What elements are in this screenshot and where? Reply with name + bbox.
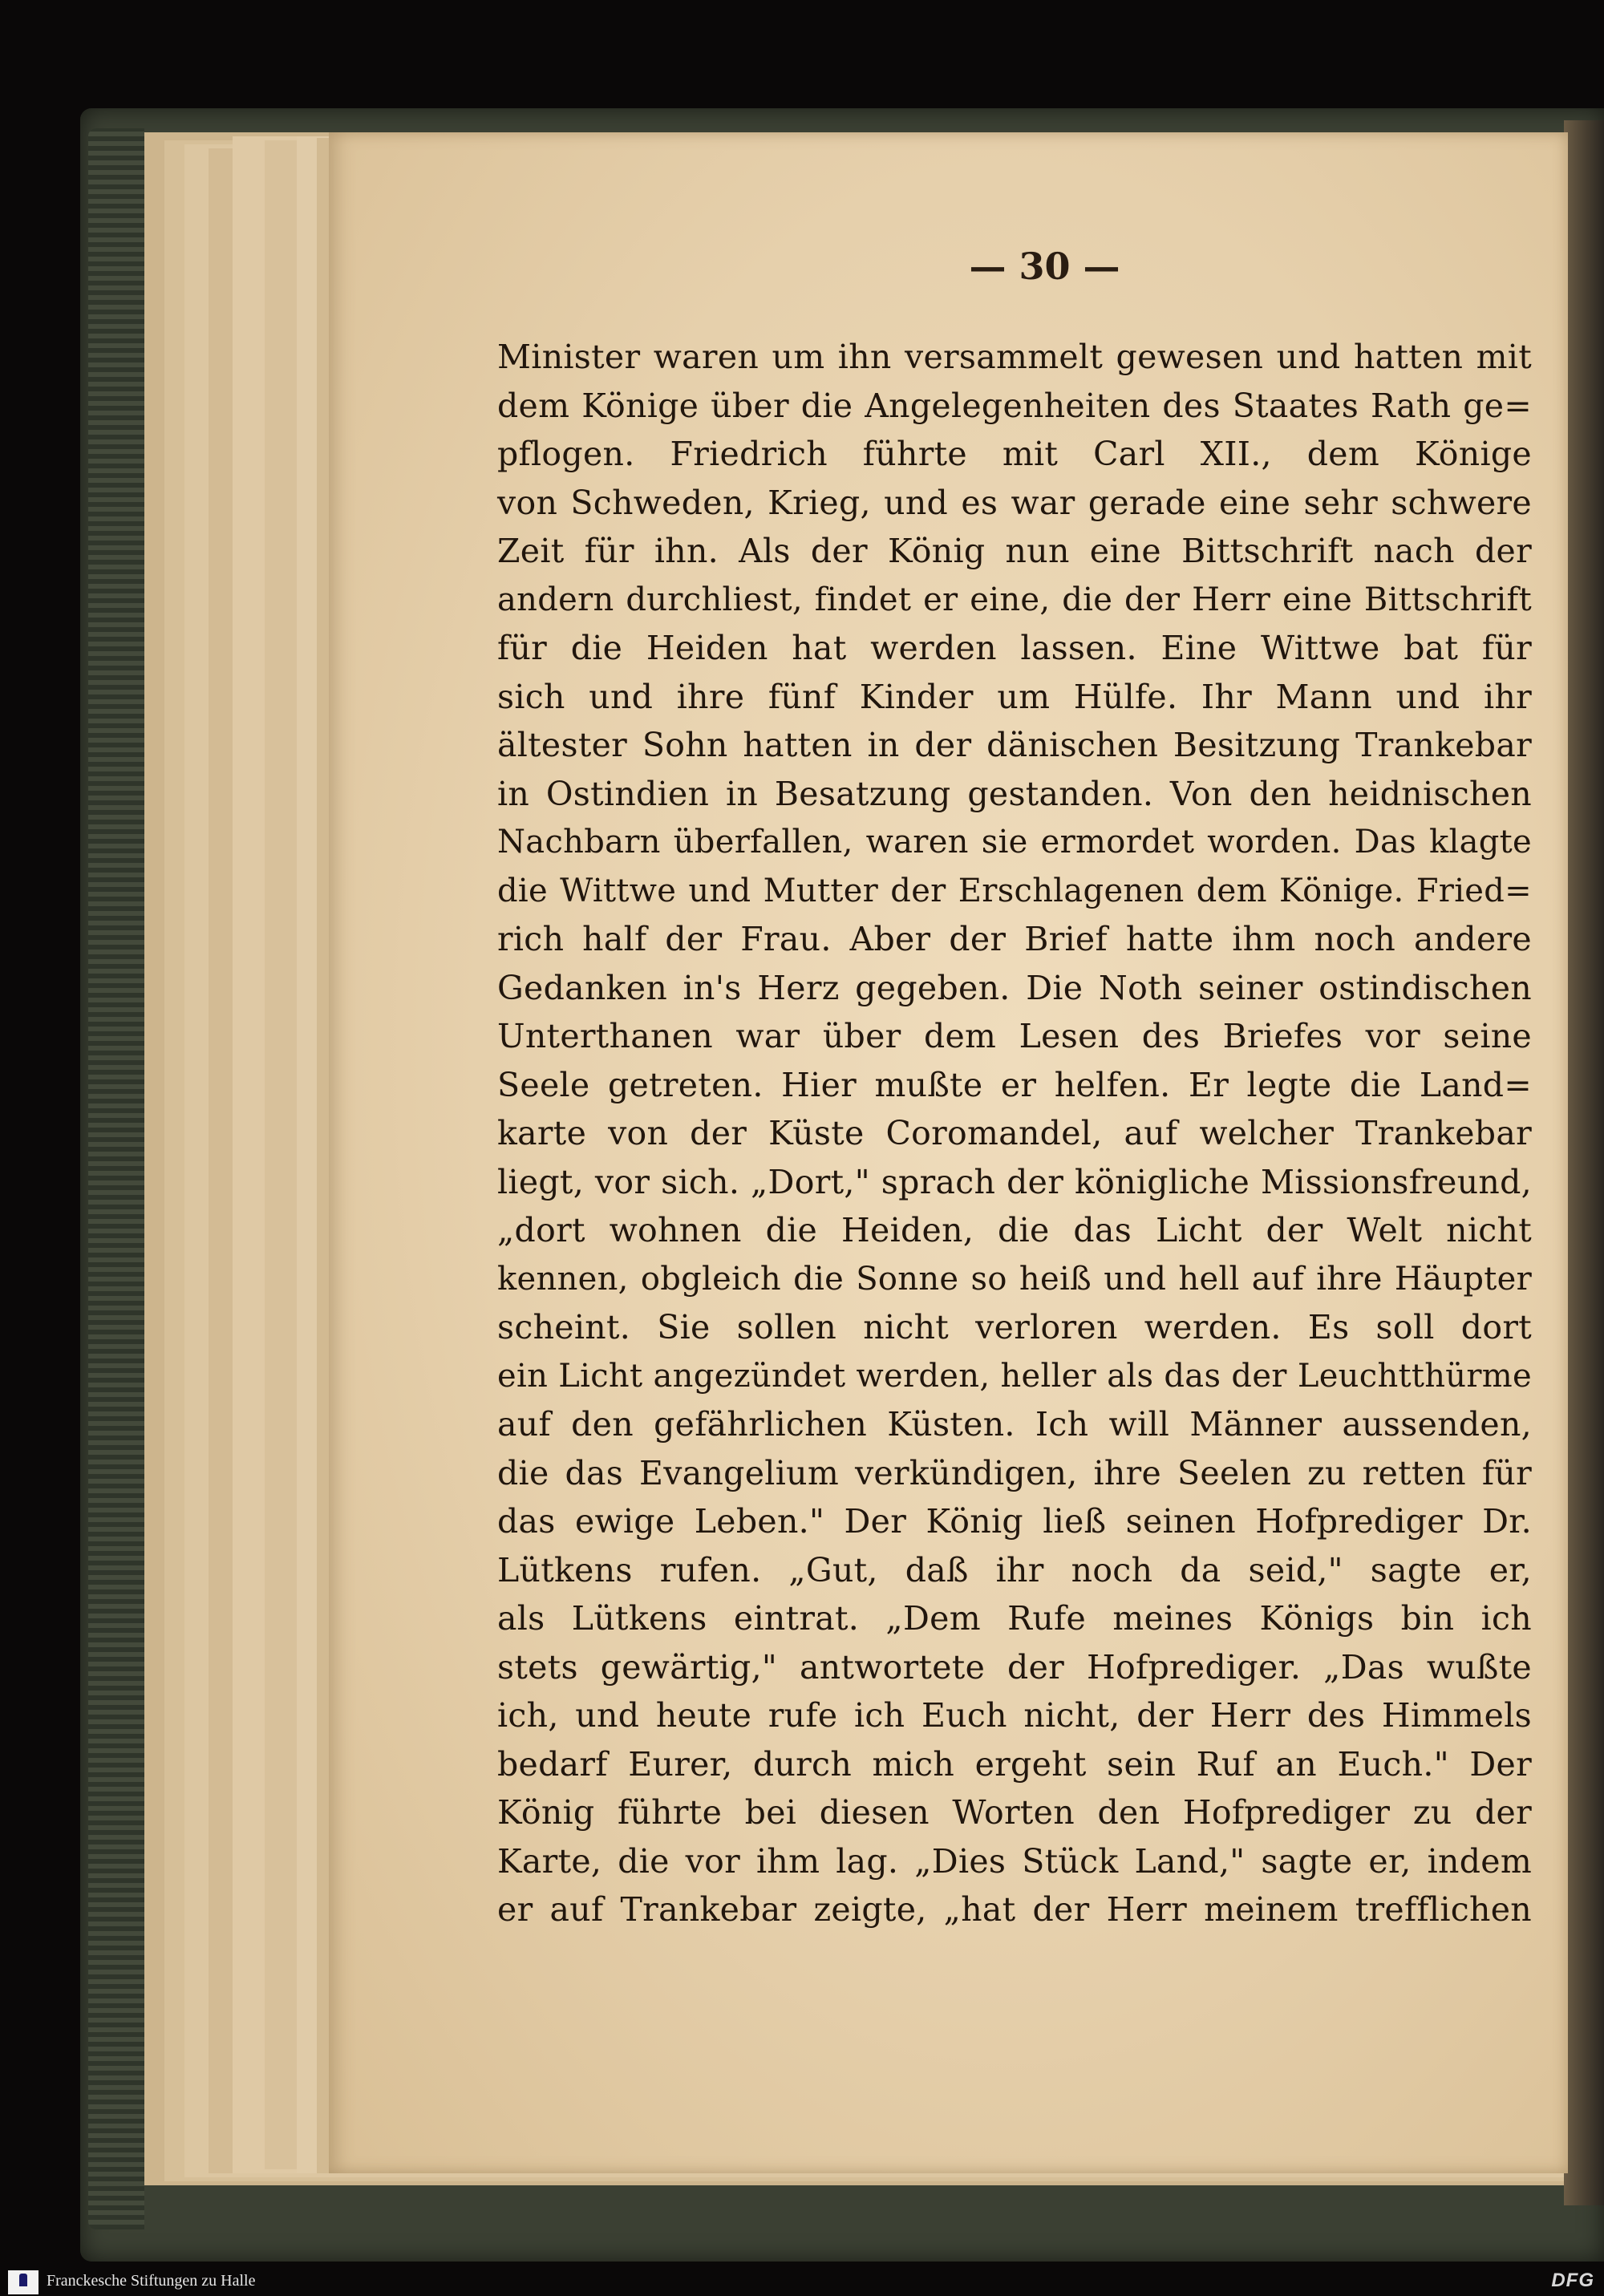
text-line: stets gewärtig," antwortete der Hofprediger. „Das wußte (497, 1647, 1532, 1687)
text-line: ältester Sohn hatten in der dänischen Besitzung Trankebar (497, 726, 1532, 764)
text-line: in Ostindien in Besatzung gestanden. Von den heidnischen (497, 774, 1532, 813)
book-page (329, 132, 1568, 2173)
right-edge-shadow (1564, 120, 1604, 2205)
text-line: kennen, obgleich die Sonne so heiß und hell auf ihre Häupter (497, 1260, 1532, 1298)
text-line: als Lütkens eintrat. „Dem Rufe meines Königs bin ich (497, 1599, 1532, 1638)
text-line: scheint. Sie sollen nicht verloren werden. Es soll dort (497, 1308, 1532, 1346)
footer-bar (0, 2268, 1604, 2296)
text-line: liegt, vor sich. „Dort," sprach der königliche Missionsfreund, (497, 1162, 1532, 1201)
text-line: Minister waren um ihn versammelt gewesen und hatten mit (497, 338, 1532, 376)
text-line: bedarf Eurer, durch mich ergeht sein Ruf an Euch." Der (497, 1744, 1532, 1784)
text-line: das ewige Leben." Der König ließ seinen Hofprediger Dr. (497, 1502, 1532, 1541)
text-line: pflogen. Friedrich führte mit Carl XII., dem Könige (497, 435, 1532, 473)
book-spine-edge (88, 128, 144, 2229)
text-line: Unterthanen war über dem Lesen des Briefes vor seine (497, 1017, 1532, 1055)
text-line: die Wittwe und Mutter der Erschlagenen dem Könige. Fried= (497, 872, 1532, 909)
text-line: sich und ihre fünf Kinder um Hülfe. Ihr Mann und ihr (497, 677, 1532, 716)
text-line: dem Könige über die Angelegenheiten des Staates Rath ge= (497, 386, 1532, 425)
text-line: ein Licht angezündet werden, heller als das der Leuchtthürme (497, 1357, 1532, 1395)
text-line: Lütkens rufen. „Gut, daß ihr noch da seid," sagte er, (497, 1550, 1532, 1589)
text-line: Seele getreten. Hier mußte er helfen. Er legte die Land= (497, 1065, 1532, 1104)
text-line: rich half der Frau. Aber der Brief hatte ihm noch andere (497, 920, 1532, 958)
footer-institution: Franckesche Stiftungen zu Halle (47, 2272, 256, 2290)
page-number: — 30 — (969, 245, 1120, 288)
text-line: andern durchliest, findet er eine, die der Herr eine Bittschrift (497, 581, 1532, 618)
text-line: Zeit für ihn. Als der König nun eine Bittschrift nach der (497, 532, 1532, 570)
text-line: Karte, die vor ihm lag. „Dies Stück Land," sagte er, indem (497, 1841, 1532, 1881)
text-line: er auf Trankebar zeigte, „hat der Herr meinem trefflichen (497, 1890, 1532, 1929)
dfg-logo: DFG (1551, 2270, 1594, 2291)
page-text (497, 333, 1532, 1934)
text-line: karte von der Küste Coromandel, auf welcher Trankebar (497, 1114, 1532, 1152)
text-line: König führte bei diesen Worten den Hofprediger zu der (497, 1793, 1532, 1832)
text-line: Nachbarn überfallen, waren sie ermordet worden. Das klagte (497, 824, 1532, 860)
text-line: von Schweden, Krieg, und es war gerade eine sehr schwere (497, 483, 1532, 522)
text-line: ich, und heute rufe ich Euch nicht, der Herr des Himmels (497, 1696, 1532, 1735)
franckesche-stiftungen-logo-icon (8, 2270, 38, 2294)
text-line: die das Evangelium verkündigen, ihre Seelen zu retten für (497, 1453, 1532, 1492)
text-line: „dort wohnen die Heiden, die das Licht der Welt nicht (497, 1211, 1532, 1249)
text-line: Gedanken in's Herz gegeben. Die Noth seiner ostindischen (497, 968, 1532, 1007)
text-line: auf den gefährlichen Küsten. Ich will Männer aussenden, (497, 1405, 1532, 1444)
text-line: für die Heiden hat werden lassen. Eine Wittwe bat für (497, 629, 1532, 667)
